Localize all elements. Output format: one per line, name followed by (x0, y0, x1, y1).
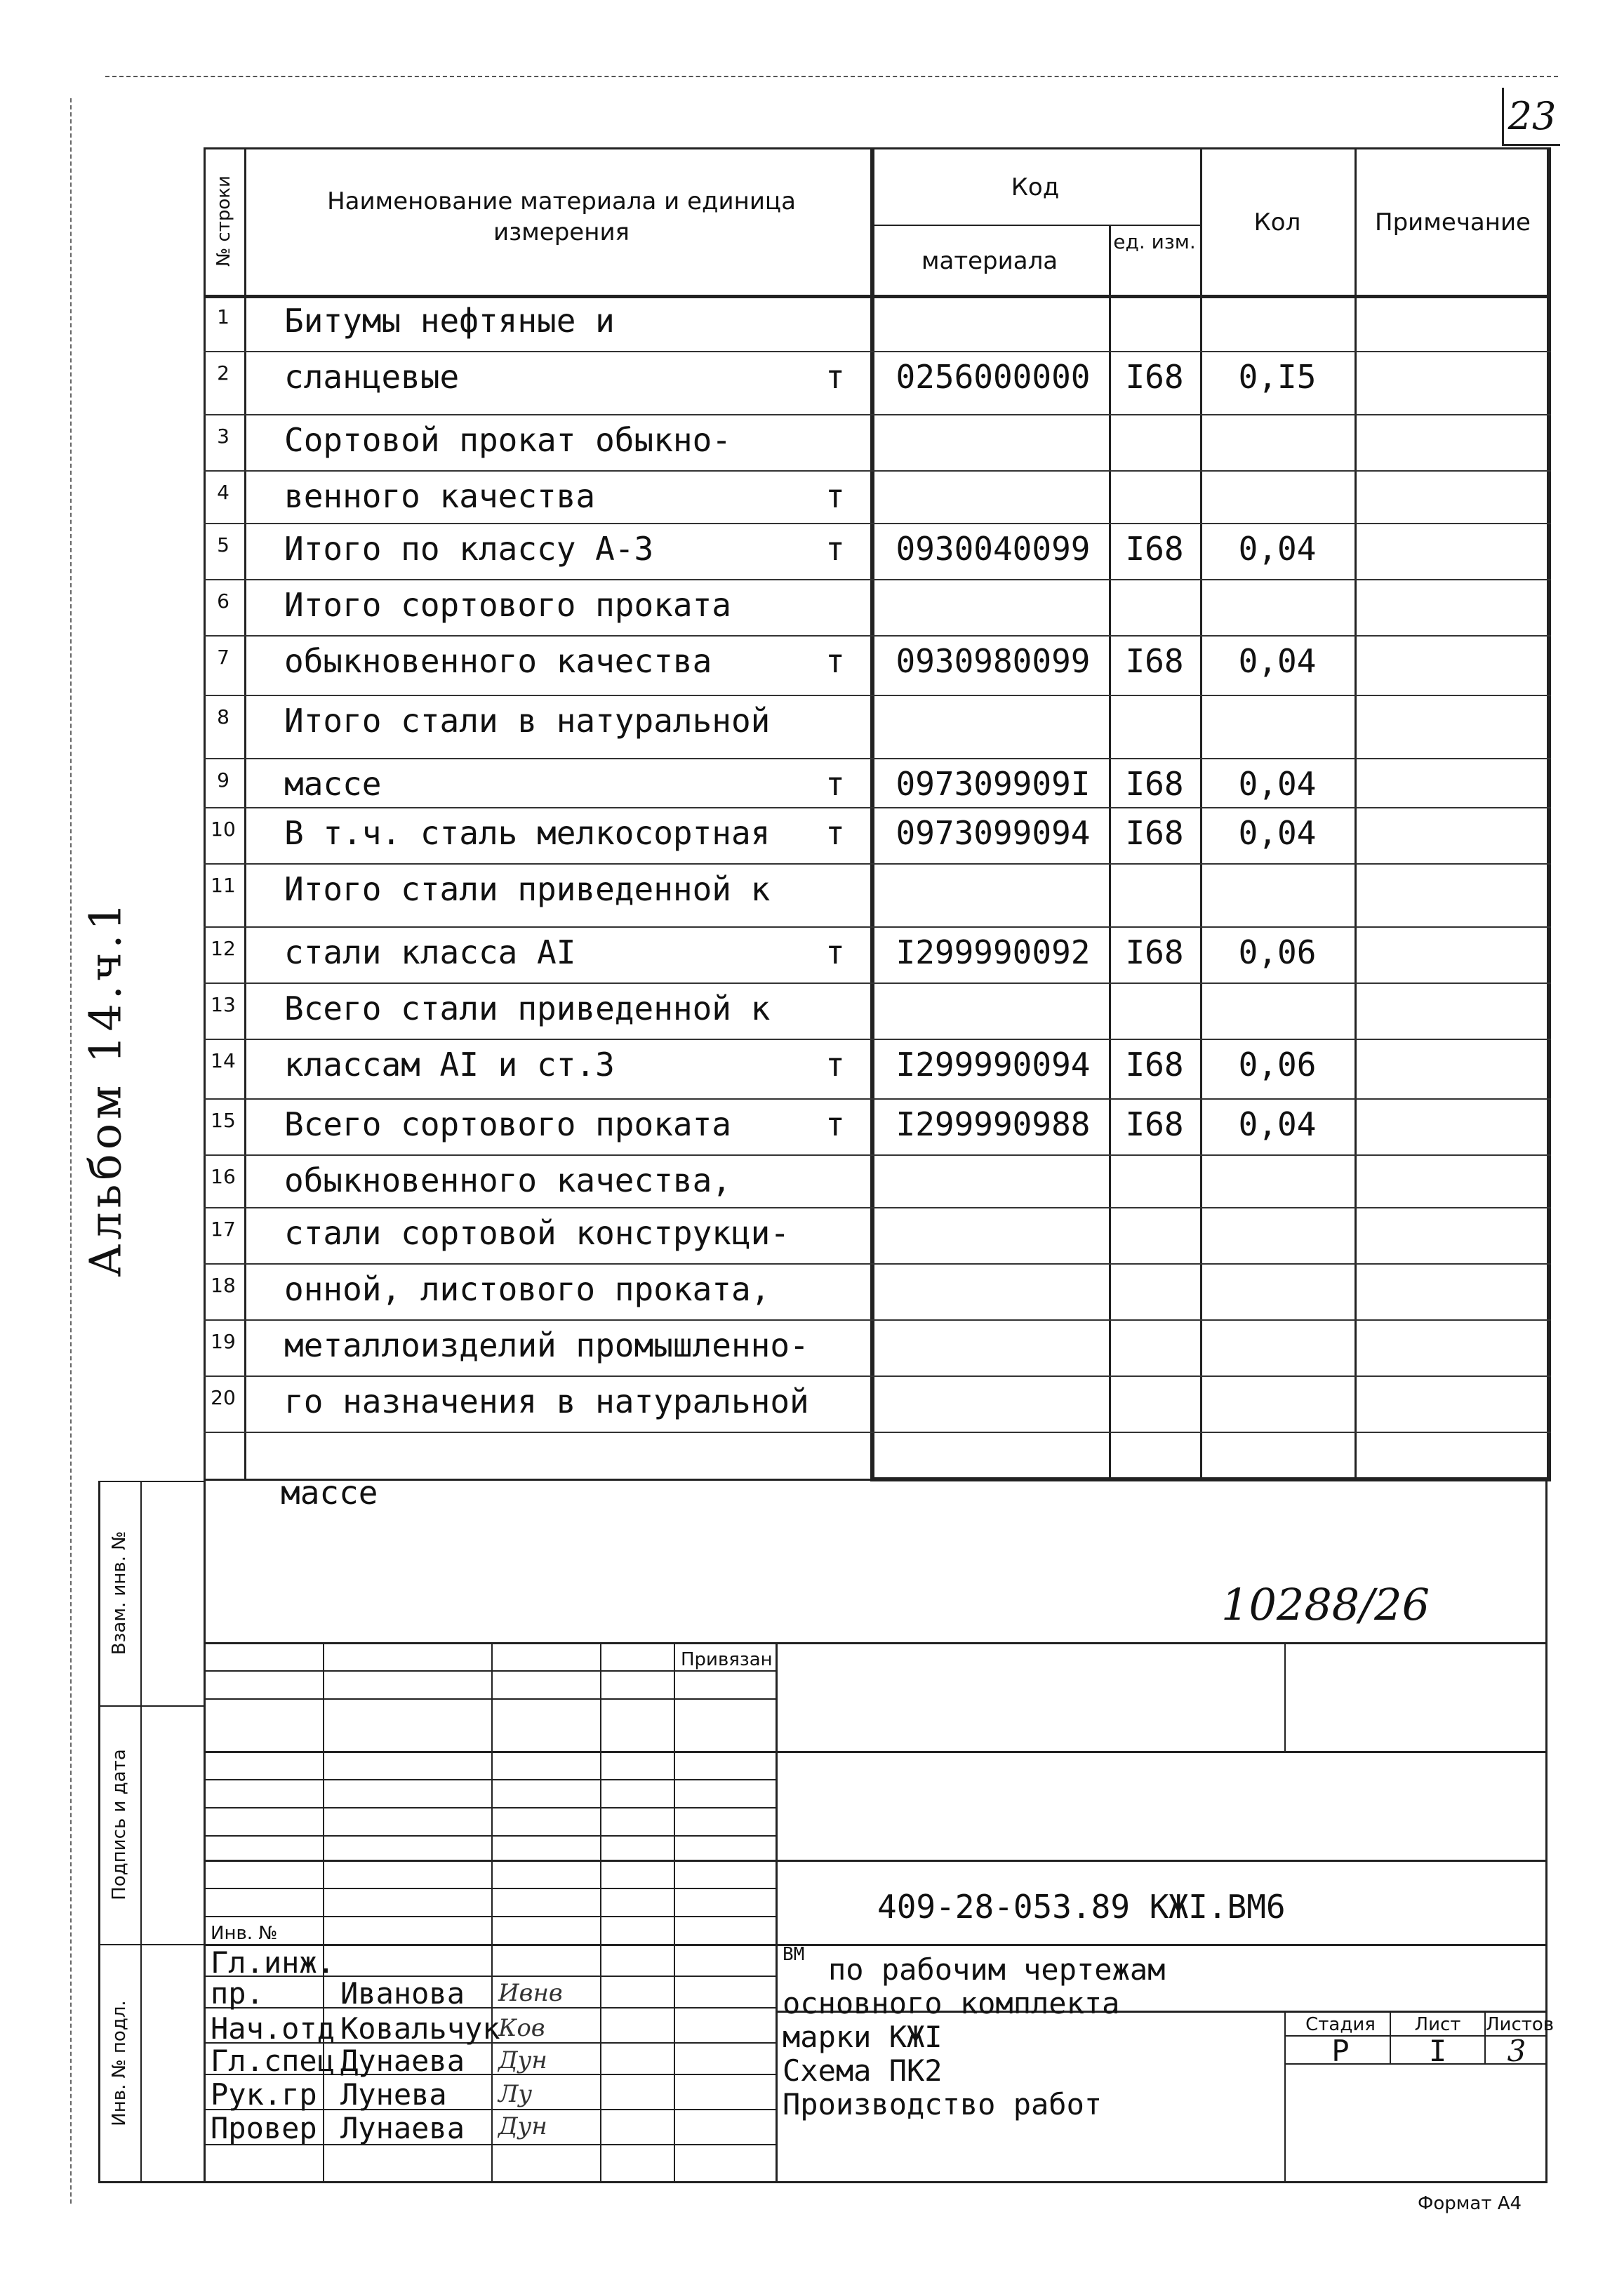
header-code-material: материала (921, 247, 1058, 275)
row-material-name: Итого по классу А-3 (284, 530, 654, 568)
row-number: 12 (211, 937, 236, 960)
staff-name: Дунаева (340, 2044, 465, 2078)
tail-text: массе (281, 1474, 378, 1512)
row-number: 15 (211, 1109, 236, 1132)
header-code-unit: ед. изм. (1113, 230, 1196, 253)
staff-role: Нач.отд (211, 2011, 335, 2046)
signature: Дун (498, 2046, 547, 2074)
row-material-name: Битумы нефтяные и (284, 302, 615, 340)
signature: Дун (498, 2112, 547, 2140)
row-unit-code: I68 (1125, 1046, 1184, 1084)
row-material-code: 0256000000 (896, 358, 1091, 396)
signature: Ков (498, 2014, 545, 2042)
row-material-name: Итого стали приведенной к (284, 870, 771, 908)
col-divider (1547, 147, 1551, 1481)
row-material-name: го назначения в натуральной (284, 1383, 809, 1420)
row-material-name: венного качества (284, 477, 596, 515)
staff-role: пр. (211, 1976, 264, 2011)
row-unit-code: I68 (1125, 530, 1184, 568)
row-divider (204, 523, 1551, 524)
row-material-name: Итого сортового проката (284, 586, 731, 624)
row-divider (204, 758, 1551, 759)
row-material-code: 0973099094 (896, 814, 1091, 852)
row-material-name: стали класса АI (284, 933, 576, 971)
document-number: 10288/26 (1221, 1579, 1430, 1630)
row-divider (204, 695, 1551, 696)
inv-no-label: Инв. № (211, 1923, 278, 1944)
col-divider (1355, 147, 1357, 1481)
row-divider (204, 1263, 1551, 1265)
row-unit: т (825, 530, 845, 568)
title-line: по рабочим чертежам (828, 1952, 1166, 1987)
row-quantity: 0,I5 (1238, 358, 1317, 396)
row-number: 7 (217, 646, 229, 669)
signature: Лу (498, 2080, 533, 2108)
staff-name: Лунева (340, 2077, 447, 2112)
row-number: 13 (211, 993, 236, 1016)
row-divider (204, 470, 1551, 472)
row-number: 10 (211, 818, 236, 841)
row-number: 20 (211, 1386, 236, 1409)
row-quantity: 0,04 (1238, 642, 1317, 680)
row-number: 17 (211, 1218, 236, 1241)
header-bottom-line (204, 295, 1551, 298)
row-divider (204, 1098, 1551, 1100)
staff-role: Провер (211, 2111, 317, 2145)
stage-label: Стадия (1305, 2014, 1376, 2035)
row-number: 9 (217, 768, 229, 792)
row-divider (204, 926, 1551, 928)
sheet-label: Лист (1414, 2014, 1461, 2035)
row-material-name: обыкновенного качества, (284, 1161, 731, 1199)
row-divider (204, 1432, 1551, 1433)
row-material-name: онной, листового проката, (284, 1270, 771, 1308)
row-unit-code: I68 (1125, 642, 1184, 680)
row-number: 18 (211, 1274, 236, 1297)
row-quantity: 0,06 (1238, 933, 1317, 971)
row-quantity: 0,04 (1238, 530, 1317, 568)
row-material-name: Всего стали приведенной к (284, 990, 771, 1027)
row-unit-code: I68 (1125, 358, 1184, 396)
row-quantity: 0,04 (1238, 814, 1317, 852)
row-unit-code: I68 (1125, 765, 1184, 803)
row-material-name: В т.ч. сталь мелкосортная (284, 814, 771, 852)
header-code: Код (1011, 173, 1060, 201)
row-material-code: I299990092 (896, 933, 1091, 971)
row-number: 16 (211, 1165, 236, 1188)
title-block: Взам. инв. № Подпись и дата Инв. № подл. Привязан Инв. № Гл.инж. пр. Иванова Нач.отд Ковальчук Гл.спец Дунаева Рук.гр Лунева Провер Лунаева Ивнв Ков Дун Лу Дун 409-28-053.89 КЖI.ВМ6 ВМ по рабочим чертежам основного комплекта марки КЖI Схема ПК2 Производство работ Стадия Лист Листов Р I 3 (98, 1481, 1548, 2183)
row-material-name: сланцевые (284, 358, 460, 396)
row-number: 19 (211, 1330, 236, 1353)
row-material-code: I299990094 (896, 1046, 1091, 1084)
page-number: 23 (1502, 88, 1560, 146)
materials-table (204, 147, 1551, 1481)
col-divider (1109, 225, 1111, 1481)
staff-name: Лунаева (340, 2111, 465, 2145)
row-quantity: 0,04 (1238, 765, 1317, 803)
row-divider (204, 414, 1551, 415)
row-unit-code: I68 (1125, 1105, 1184, 1143)
row-material-name: классам АI и ст.3 (284, 1046, 615, 1084)
row-number: 3 (217, 425, 229, 448)
row-divider (204, 579, 1551, 580)
row-unit: т (825, 814, 845, 852)
row-number: 14 (211, 1049, 236, 1072)
row-unit: т (825, 358, 845, 396)
code-sub-divider (870, 225, 1200, 226)
row-divider (204, 635, 1551, 637)
row-number: 5 (217, 533, 229, 557)
frame-top-border (105, 76, 1558, 77)
title-line: Производство работ (783, 2087, 1103, 2121)
row-divider (204, 1207, 1551, 1208)
row-quantity: 0,06 (1238, 1046, 1317, 1084)
title-line: марки КЖI (783, 2020, 943, 2054)
sheet-value: I (1428, 2034, 1447, 2068)
row-unit: т (825, 642, 845, 680)
staff-name: Ковальчук (340, 2011, 500, 2046)
row-divider (204, 1039, 1551, 1040)
row-material-code: I299990988 (896, 1105, 1091, 1143)
row-unit: т (825, 477, 845, 515)
row-divider (204, 1375, 1551, 1377)
staff-role: Гл.инж. (211, 1945, 335, 1980)
staff-name: Иванова (340, 1976, 465, 2011)
header-row-no: № строки (213, 175, 234, 267)
col-divider (244, 147, 246, 1481)
sheets-label: Листов (1486, 2014, 1555, 2035)
signature: Ивнв (498, 1979, 563, 2007)
row-number: 6 (217, 589, 229, 613)
frame-left-border (70, 98, 72, 2204)
stage-value: Р (1331, 2034, 1350, 2068)
row-divider (204, 351, 1551, 352)
row-material-name: массе (284, 765, 382, 803)
row-material-code: 097309909I (896, 765, 1091, 803)
vm-label: ВМ (783, 1944, 805, 1965)
row-number: 4 (217, 481, 229, 504)
sheets-value: 3 (1507, 2034, 1526, 2068)
row-unit: т (825, 933, 845, 971)
row-material-code: 0930040099 (896, 530, 1091, 568)
row-material-name: стали сортовой конструкци- (284, 1214, 790, 1252)
row-unit: т (825, 765, 845, 803)
row-unit-code: I68 (1125, 814, 1184, 852)
row-unit-code: I68 (1125, 933, 1184, 971)
staff-role: Рук.гр (211, 2077, 317, 2112)
row-divider (204, 863, 1551, 865)
row-material-name: Сортовой прокат обыкно- (284, 421, 731, 459)
format-label: Формат А4 (1418, 2193, 1522, 2214)
row-divider (204, 1319, 1551, 1321)
row-number: 2 (217, 361, 229, 385)
designation: 409-28-053.89 КЖI.ВМ6 (877, 1888, 1286, 1926)
row-unit: т (825, 1046, 845, 1084)
row-number: 11 (211, 874, 236, 897)
header-qty: Кол (1253, 208, 1301, 237)
row-quantity: 0,04 (1238, 1105, 1317, 1143)
row-material-name: металлоизделий промышленно- (284, 1326, 809, 1364)
row-unit: т (825, 1105, 845, 1143)
staff-role: Гл.спец (211, 2044, 335, 2078)
row-divider (204, 982, 1551, 984)
header-name: Наименование материала и единица измерения (327, 187, 796, 246)
title-line: Схема ПК2 (783, 2053, 943, 2088)
row-material-name: Всего сортового проката (284, 1105, 731, 1143)
row-material-code: 0930980099 (896, 642, 1091, 680)
row-number: 1 (217, 305, 229, 328)
row-divider (204, 1154, 1551, 1156)
title-line: основного комплекта (783, 1986, 1120, 2020)
header-note: Примечание (1375, 208, 1531, 237)
row-number: 8 (217, 705, 229, 728)
row-material-name: обыкновенного качества (284, 642, 712, 680)
row-material-name: Итого стали в натуральной (284, 702, 771, 740)
row-divider (204, 807, 1551, 808)
privyazan-label: Привязан (681, 1649, 773, 1670)
